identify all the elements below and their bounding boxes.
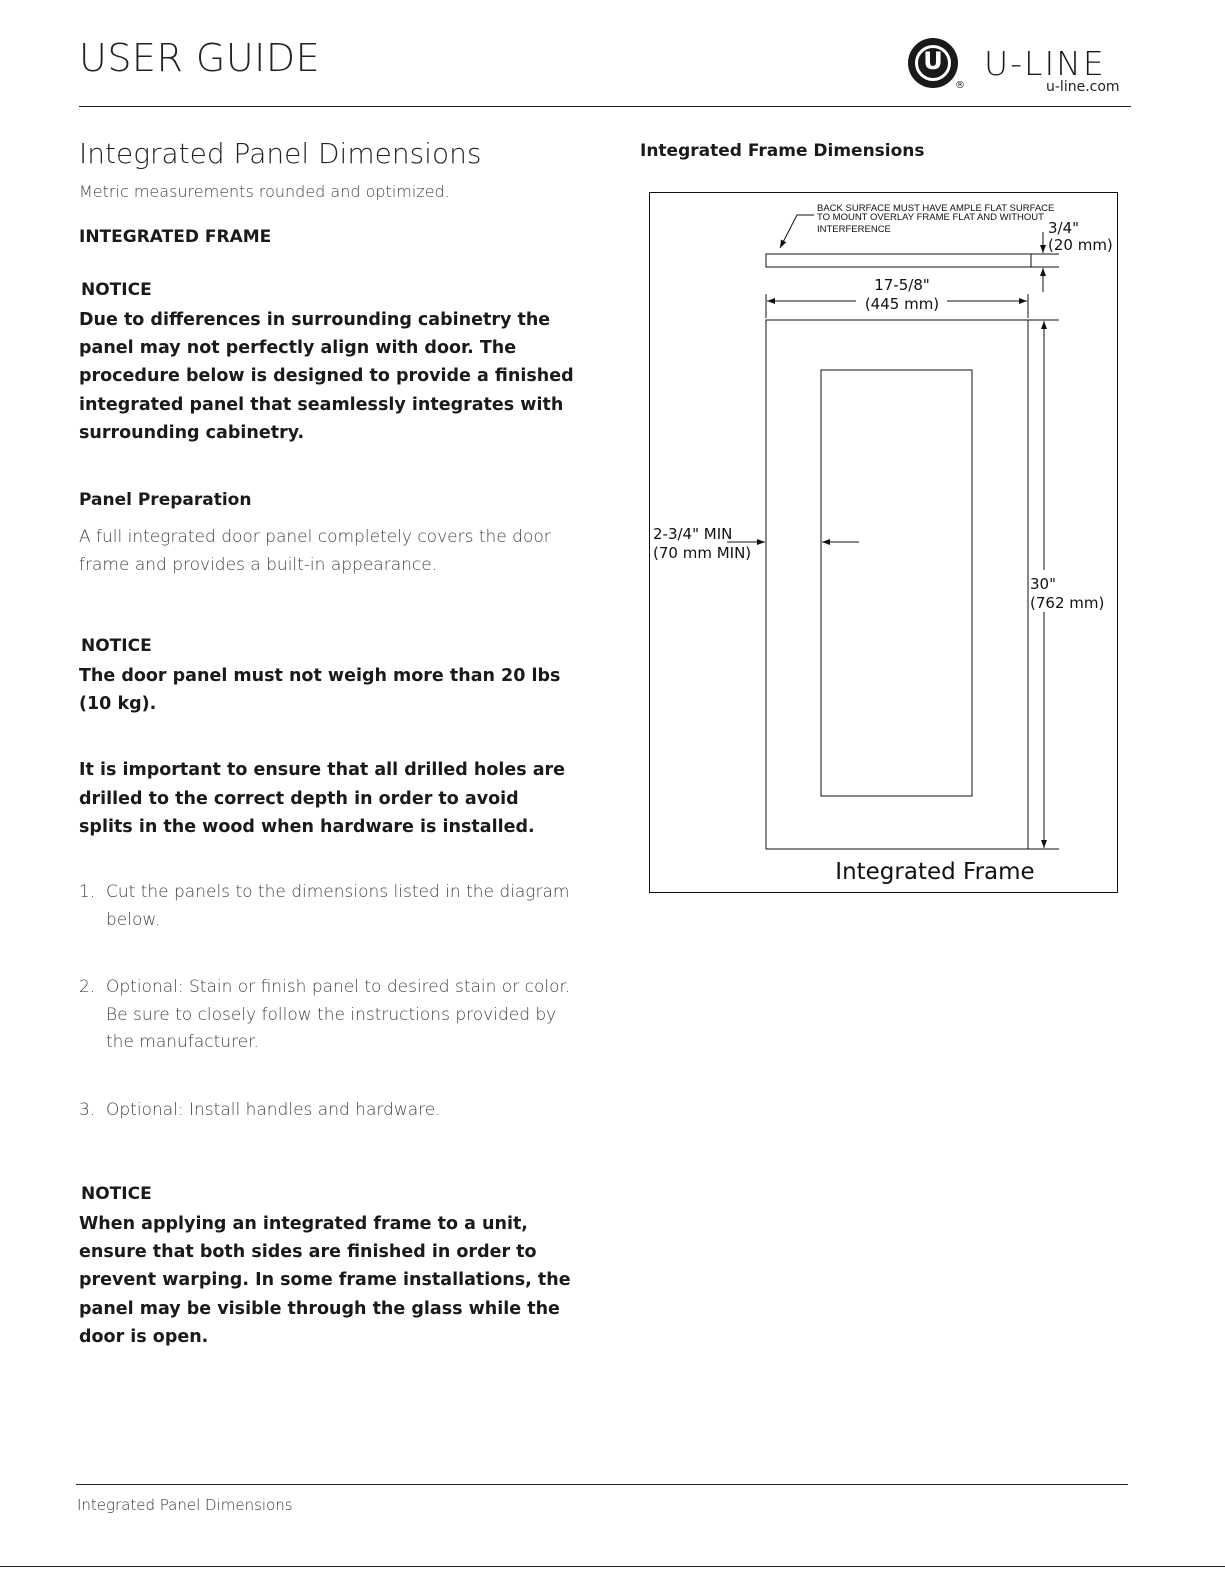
- logo-mark-icon: [908, 38, 958, 88]
- logo-mark-letter: U: [923, 47, 943, 75]
- notice-label: NOTICE: [81, 636, 152, 657]
- height-mm-label: (762 mm): [1030, 594, 1105, 612]
- step-number: 2.: [79, 977, 96, 998]
- thickness-mm-label: (20 mm): [1048, 236, 1113, 254]
- frame-outline: [766, 320, 1028, 849]
- step-text: Cut the panels to the dimensions listed in the diagram below.: [106, 882, 570, 930]
- note-leader-arrow: [780, 215, 814, 248]
- diagram-title: Integrated Frame Dimensions: [640, 141, 925, 161]
- frame-glass-opening: [821, 370, 972, 796]
- frame-side-profile: [766, 254, 1031, 267]
- note-line-1: BACK SURFACE MUST HAVE AMPLE FLAT SURFACE: [817, 203, 1055, 214]
- page-title: Integrated Panel Dimensions: [79, 137, 482, 170]
- notice-text: When applying an integrated frame to a unit, ensure that both sides are finished in order to prevent warping. In some frame installations, the panel may be visible through the glass while the door is open.: [79, 1214, 571, 1347]
- width-label: 17-5/8": [874, 276, 930, 294]
- step-text: Optional: Install handles and hardware.: [106, 1099, 441, 1120]
- panel-preparation-heading: Panel Preparation: [79, 490, 252, 511]
- steps-list: [79, 879, 574, 1124]
- notice-text: Due to differences in surrounding cabinetry the panel may not perfectly align with door. The procedure below is designed to provide a finished integrated panel that seamlessly integrates with surrounding cabinetry.: [79, 310, 574, 443]
- diagram-caption: Integrated Frame: [835, 859, 1035, 885]
- notice-label: NOTICE: [81, 280, 152, 300]
- footer-text: Integrated Panel Dimensions: [77, 1496, 293, 1514]
- logo-wordmark: U-LINE: [984, 44, 1106, 83]
- rail-label: 2-3/4" MIN: [653, 525, 733, 543]
- note-line-2: TO MOUNT OVERLAY FRAME FLAT AND WITHOUT: [817, 212, 1044, 223]
- height-label: 30": [1030, 575, 1056, 593]
- left-column: [79, 137, 574, 1351]
- notice-label: NOTICE: [81, 1184, 152, 1205]
- header-divider: [79, 106, 1131, 107]
- notice-block-1: [79, 280, 574, 447]
- notice-drill-text: It is important to ensure that all drilled holes are drilled to the correct depth in order to avoid splits in the wood when hardware is installed.: [79, 760, 566, 837]
- step-number: 1.: [79, 882, 96, 903]
- notice-block-3: [79, 1184, 574, 1351]
- width-mm-label: (445 mm): [864, 295, 940, 313]
- logo-url: u-line.com: [1046, 79, 1120, 95]
- panel-preparation-text: A full integrated door panel completely covers the door frame and provides a built-in appearance.: [79, 527, 551, 576]
- note-line-3: INTERFERENCE: [817, 224, 891, 235]
- page-subtitle: Metric measurements rounded and optimized.: [79, 182, 450, 201]
- page-edge-divider: [0, 1566, 1225, 1567]
- notice-block-2: [79, 636, 574, 841]
- registered-mark: ®: [955, 80, 965, 91]
- thickness-label: 3/4": [1048, 219, 1080, 237]
- step-number: 3.: [79, 1099, 96, 1120]
- integrated-frame-diagram: [649, 192, 1118, 893]
- section-heading: INTEGRATED FRAME: [79, 227, 272, 247]
- notice-weight-text: The door panel must not weigh more than 20 lbs (10 kg).: [79, 666, 561, 715]
- list-item: [79, 974, 574, 1057]
- step-text: Optional: Stain or finish panel to desired stain or color. Be sure to closely follow the instructions provided by the manufacturer.: [106, 977, 571, 1053]
- footer-divider: [76, 1484, 1128, 1485]
- list-item: [79, 1097, 574, 1125]
- list-item: [79, 879, 574, 934]
- rail-mm-label: (70 mm MIN): [653, 544, 752, 562]
- page-header-title: USER GUIDE: [79, 36, 321, 80]
- u-line-logo: [908, 38, 1148, 100]
